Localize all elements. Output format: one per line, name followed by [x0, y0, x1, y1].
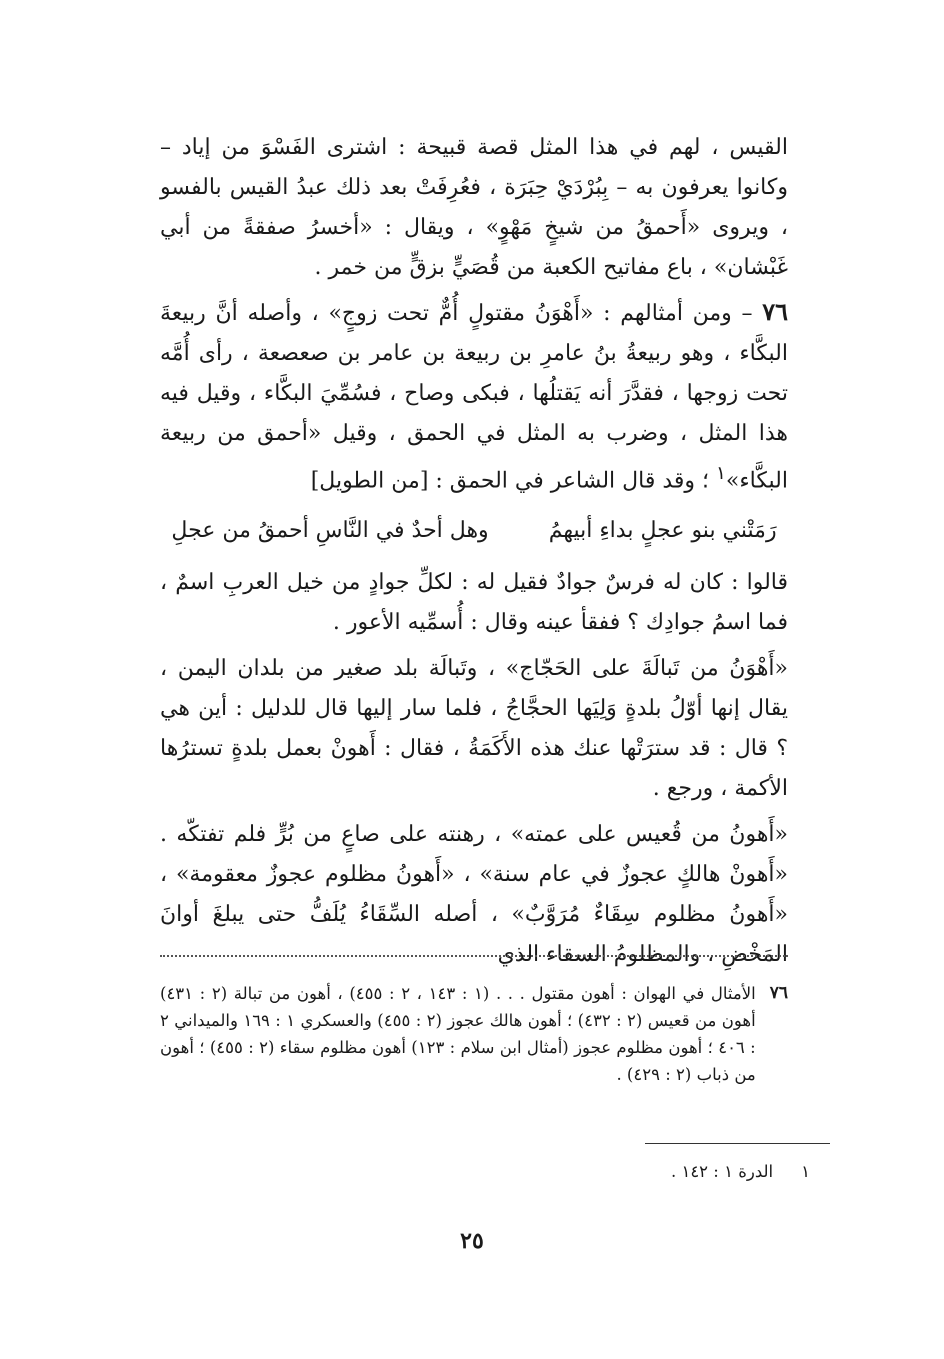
footnote-reference[interactable]: ١	[716, 463, 726, 484]
verse-first-hemistich: رَمَتْني بنو عجلٍ بداءِ أبيهمُ	[548, 518, 777, 544]
paragraph-2-tail: ؛ وقد قال الشاعر في الحمق :	[435, 468, 710, 494]
paragraph-5: «أَهونُ من قُعيس على عمته» ، رهنته على صاعٍ من بُرٍّ فلم تفتكّه . «أَهونْ هالكٍ عجوزٌ في عام سنة» ، «أَهونُ مظلوم عجوزٌ معقومة» ، «أَهونُ مظلوم سِقَاءٌ مُرَوَّبٌ» ، أصله السِّقَاءُ يُلَفُّ حتى يبلغَ أوانَ المَخْضِ ، والمظلومُ السقاء الذي	[160, 822, 788, 968]
paragraph-1: القيس ، لهم في هذا المثل قصة قبيحة : اشترى الفَسْوَ من إياد – وكانوا يعرفون به – بِبُرْدَيْ حِبَرَة ، فعُرِفَتْ بعد ذلك عبدُ القيس بالفسو ، ويروى «أَحمقُ من شيخٍ مَهْوٍ» ، ويقال : «أخسرُ صفقةً من أبي غَبْشان» ، باع مفاتيح الكعبة من قُصَيٍّ بزقٍّ من خمر .	[160, 135, 788, 280]
footnote-1-text: الدرة ١ : ١٤٢ .	[670, 1162, 774, 1181]
paragraph-4: «أَهْوَنُ من تَبالَةَ على الحَجّاج» ، وتَبالَة بلد صغير من بلدان اليمن ، يقال إنها أوّلُ بلدةٍ وَلِيَها الحجَّاجُ ، فلما سار إليها قال للدليل : أين هي ؟ قال : قد سترَتْها عنك هذه الأَكَمَةُ ، فقال : أَهونْ بعمل بلدةٍ تسترُها الأكمة ، ورجع .	[160, 656, 788, 802]
paragraph-3: قالوا : كان له فرسٌ جوادٌ فقيل له : لكلِّ جوادٍ من خيل العربِ اسمٌ ، فما اسمُ جوادِك ؟ ففقأ عينه وقال : أُسمِّيه الأعور .	[160, 570, 788, 636]
footnote-1	[560, 1160, 810, 1184]
paragraph-2-text: – ومن أمثالهم : «أَهْوَنُ مقتولٍ أُمٌّ تحت زوجٍ» ، وأصله أنَّ ربيعةَ البكَّاء ، وهو ربيعةُ بنُ عامرِ بن ربيعة بن عامر بن صعصعة ، رأى أُمَّه تحت زوجها ، فقدَّرَ أنه يَقتلُها ، فبكى وصاح ، فسُمِّيَ البكَّاء ، وقيل فيه هذا المثل ، وضرب به المثل في الحمق ، وقيل «أحمق من ربيعة البكَّاء»	[160, 301, 788, 494]
verse-second-hemistich: وهل أحدٌ في النَّاسِ أحمقُ من عجلِ	[171, 518, 489, 544]
footnote-76-number: ٧٦	[769, 983, 788, 1003]
footnote-76-text: الأمثال في الهوان : أهون مقتول . . . (١ : ١٤٣ ، ٢ : ٤٥٥) ، أهون من تبالة (٢ : ٤٣١) أهون من قعيس (٢ : ٤٣٢) ؛ أهون هالك عجوز (٢ : ٤٥٥) والعسكري ١ : ١٦٩ والميداني ٢ : ٤٠٦ ؛ أهون مظلوم عجوز (أمثال ابن سلام : ١٢٣) أهون مظلوم سقاء (٢ : ٤٥٥) ؛ أهون من ذباب (٢ : ٤٢٩) .	[160, 984, 756, 1084]
example-number: ٧٦	[762, 297, 788, 326]
paragraph-2	[160, 292, 788, 501]
poetry-verse	[160, 511, 788, 551]
footnote-separator-dotted	[160, 955, 788, 957]
footnote-76	[160, 980, 788, 1088]
main-text-body	[160, 128, 788, 981]
footnote-1-number: ١	[801, 1162, 810, 1181]
meter-label: [من الطويل]	[310, 468, 429, 494]
page-number: ٢٥	[460, 1228, 484, 1254]
footnote-separator-line	[645, 1143, 830, 1144]
